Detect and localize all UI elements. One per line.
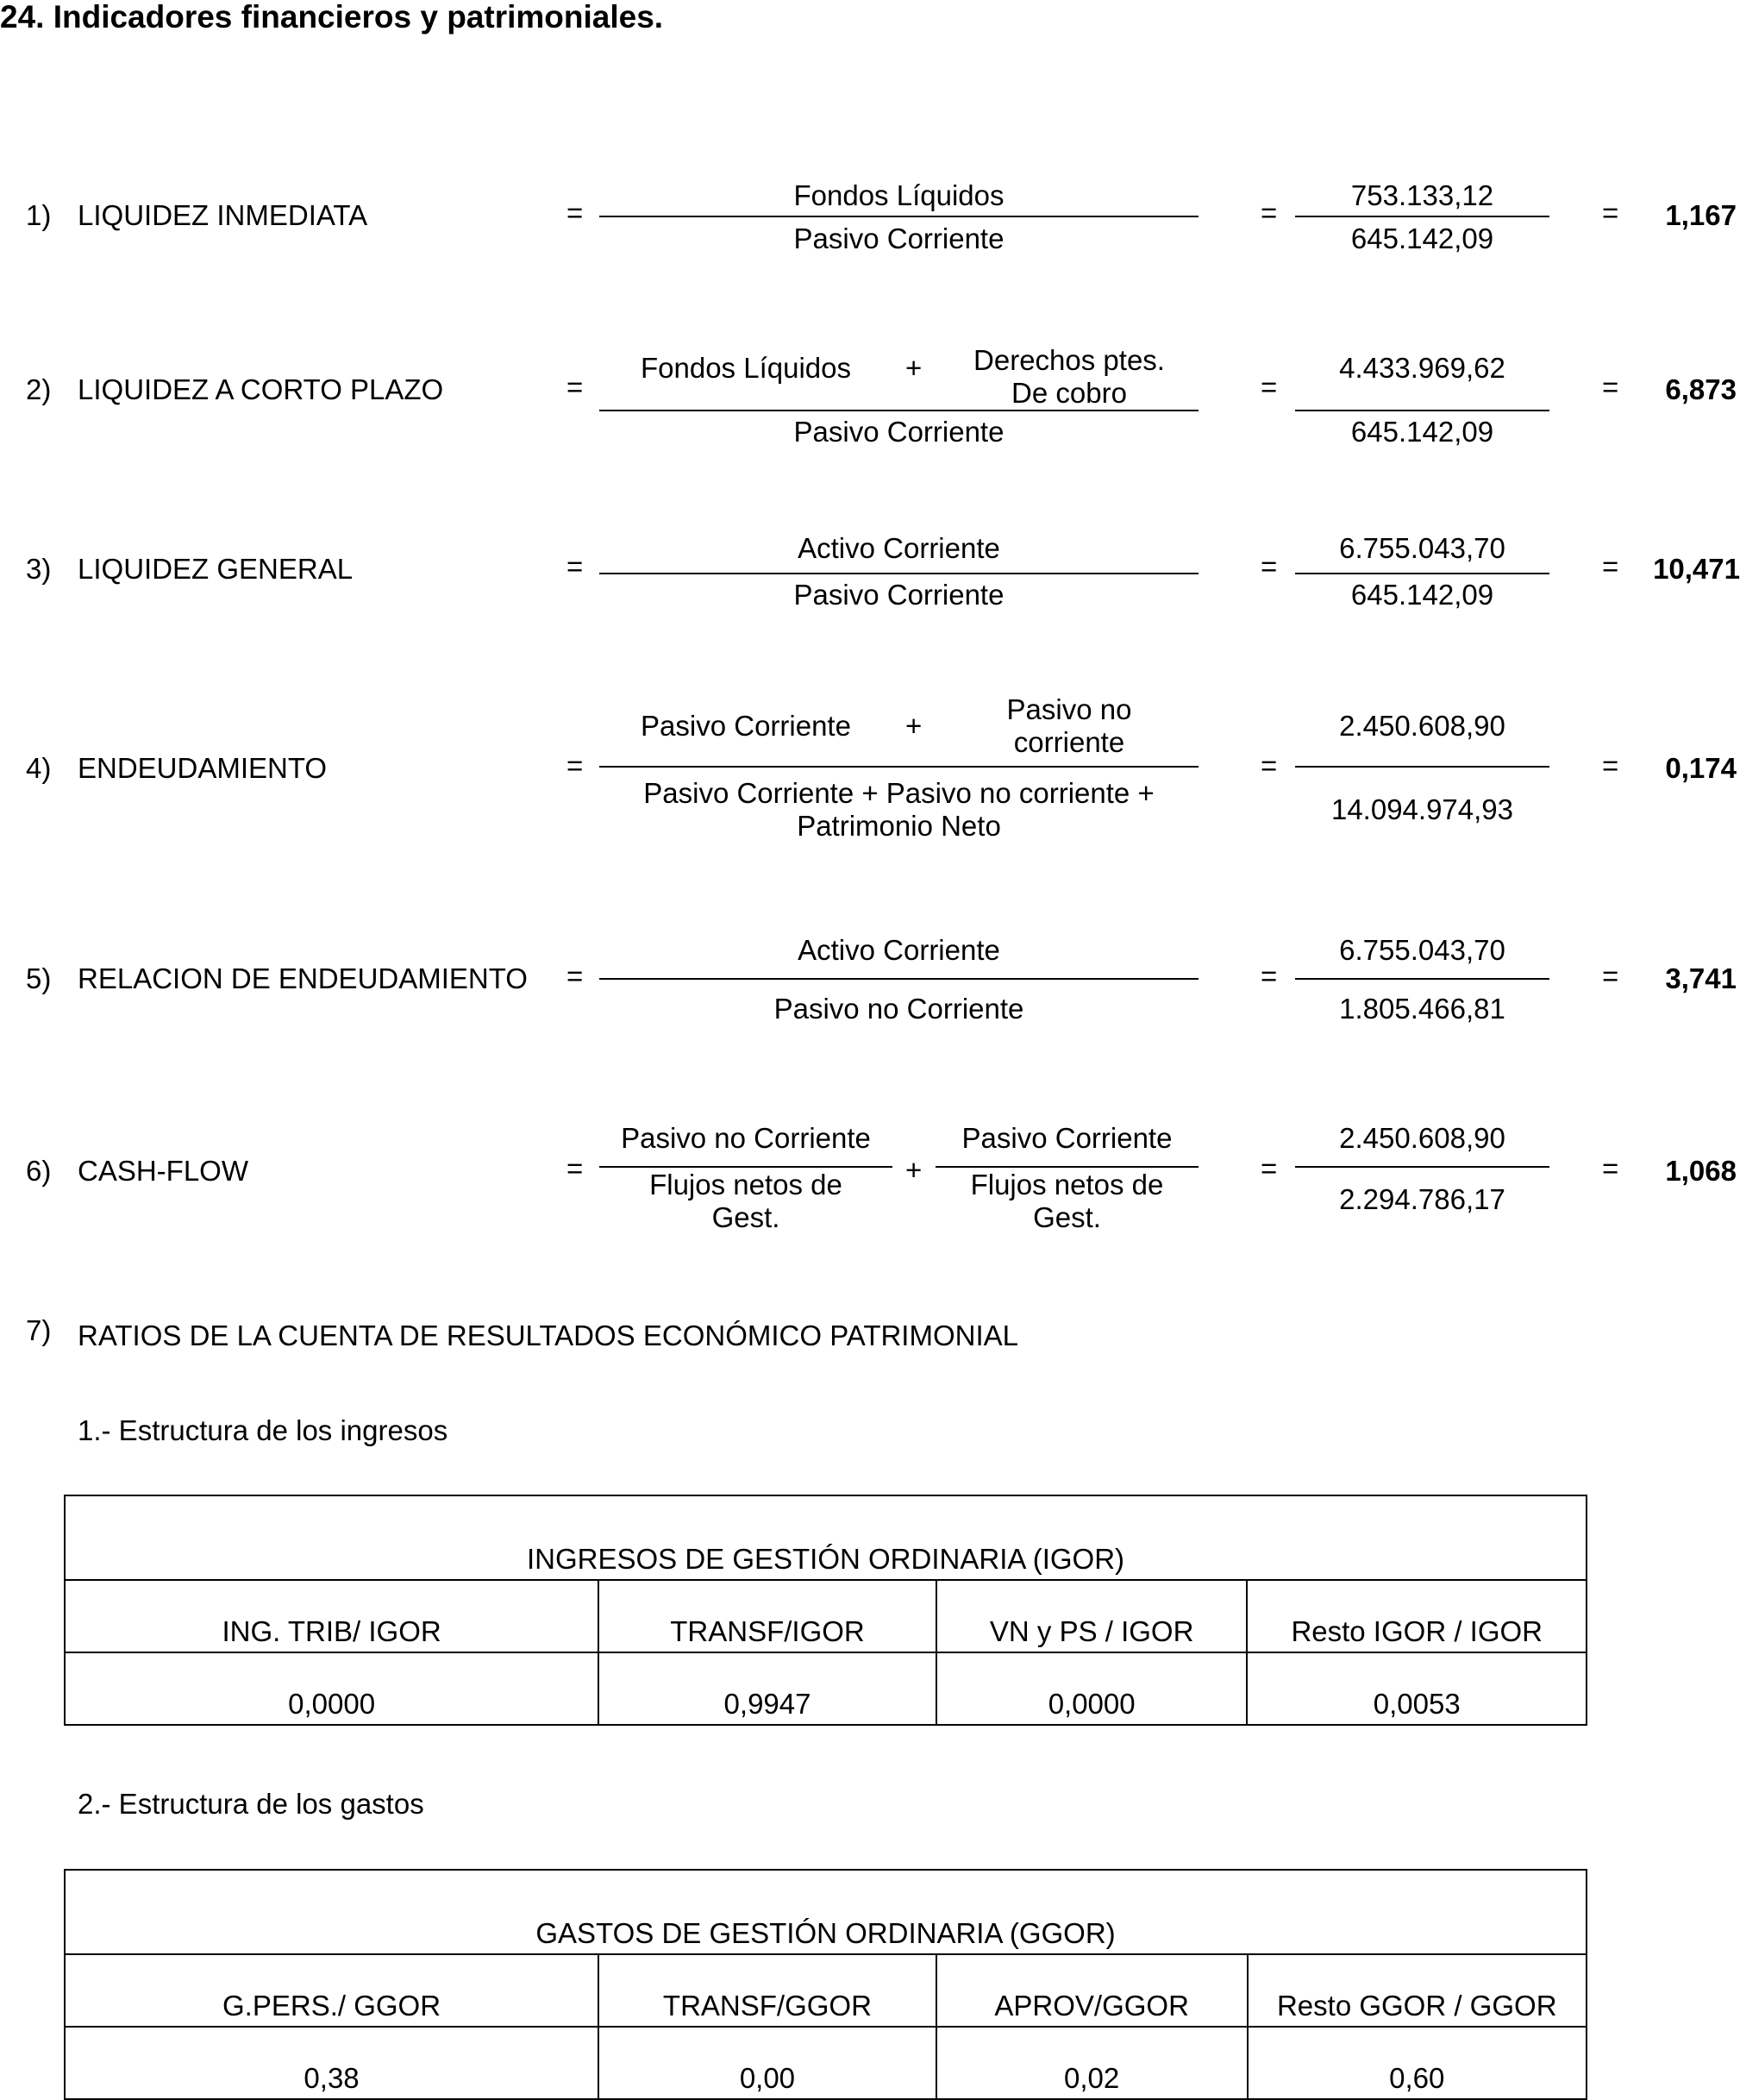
ratio-result: 10,471 [1653, 553, 1740, 585]
ratio-number: 3) [26, 553, 52, 585]
ratio-result: 1,167 [1665, 199, 1737, 231]
equals-sign: = [1602, 960, 1619, 992]
fraction-line [1295, 766, 1549, 768]
denominator: Pasivo Corriente [793, 416, 1005, 448]
fraction-line [1295, 410, 1549, 411]
value-numerator: 6.755.043,70 [1339, 532, 1505, 564]
ratio-name: LIQUIDEZ GENERAL [78, 553, 354, 585]
table-cell: 0,0053 [1247, 1652, 1587, 1725]
denominator: Pasivo no Corriente [773, 993, 1024, 1025]
ratio-name: LIQUIDEZ INMEDIATA [78, 199, 368, 231]
fraction-line [599, 1166, 892, 1168]
ratio-result: 0,174 [1665, 752, 1737, 784]
ingresos-table-header: INGRESOS DE GESTIÓN ORDINARIA (IGOR) [65, 1495, 1587, 1580]
value-numerator: 753.133,12 [1350, 179, 1494, 211]
ratio-result: 1,068 [1665, 1155, 1737, 1187]
value-denominator: 14.094.974,93 [1330, 793, 1514, 825]
ratio-number: 1) [26, 199, 52, 231]
equals-sign: = [566, 749, 584, 781]
numerator-b: corriente [1013, 726, 1125, 758]
fraction-line [599, 410, 1199, 411]
table-column-header: Resto IGOR / IGOR [1247, 1580, 1587, 1652]
ratio-name: ENDEUDAMIENTO [78, 752, 328, 784]
ratio-result: 6,873 [1665, 373, 1737, 405]
ratio-name: RELACION DE ENDEUDAMIENTO [78, 962, 528, 994]
right-numerator: Pasivo Corriente [961, 1122, 1173, 1154]
fraction-line [599, 766, 1199, 768]
ratio-result: 3,741 [1665, 962, 1737, 994]
equals-sign: = [1261, 749, 1278, 781]
right-denominator: Gest. [1033, 1201, 1101, 1233]
equals-sign: = [1602, 749, 1619, 781]
table-cell: 0,0000 [65, 1652, 598, 1725]
equals-sign: = [1602, 550, 1619, 582]
equals-sign: = [1261, 1152, 1278, 1184]
plus-sign: + [905, 352, 923, 384]
table-column-header: Resto GGOR / GGOR [1248, 1954, 1587, 2027]
equals-sign: = [1261, 197, 1278, 229]
ratio-name: LIQUIDEZ A CORTO PLAZO [78, 373, 444, 405]
plus-sign: + [905, 710, 923, 742]
value-denominator: 2.294.786,17 [1339, 1183, 1505, 1215]
gastos-table-header: GASTOS DE GESTIÓN ORDINARIA (GGOR) [65, 1870, 1587, 1954]
equals-sign: = [1602, 371, 1619, 403]
value-numerator: 2.450.608,90 [1339, 710, 1505, 742]
left-denominator: Flujos netos de [649, 1169, 842, 1200]
section-number: 7) [26, 1314, 52, 1346]
table-column-header: G.PERS./ GGOR [65, 1954, 598, 2027]
fraction-line [936, 1166, 1199, 1168]
numerator-a: Fondos Líquidos [640, 352, 851, 384]
table-cell: 0,0000 [936, 1652, 1248, 1725]
value-denominator: 645.142,09 [1350, 223, 1494, 254]
ratio-number: 2) [26, 373, 52, 405]
equals-sign: = [1261, 371, 1278, 403]
ingresos-table [64, 1495, 1587, 1726]
equals-sign: = [566, 550, 584, 582]
fraction-line [599, 216, 1199, 217]
equals-sign: = [566, 1152, 584, 1184]
equals-sign: = [1261, 960, 1278, 992]
value-numerator: 6.755.043,70 [1339, 934, 1505, 966]
fraction-line [1295, 1166, 1549, 1168]
denominator: Pasivo Corriente [793, 579, 1005, 611]
numerator-a: Pasivo Corriente [641, 710, 851, 742]
value-denominator: 1.805.466,81 [1339, 993, 1505, 1025]
table-cell: 0,00 [598, 2027, 936, 2099]
equals-sign: = [566, 371, 584, 403]
numerator-b: Derechos ptes. [973, 344, 1165, 376]
ratio-number: 6) [26, 1155, 52, 1187]
numerator: Fondos Líquidos [793, 179, 1005, 211]
right-denominator: Flujos netos de [970, 1169, 1164, 1200]
table-column-header: ING. TRIB/ IGOR [65, 1580, 598, 1652]
value-denominator: 645.142,09 [1350, 579, 1494, 611]
ratio-number: 4) [26, 752, 52, 784]
table-cell: 0,02 [936, 2027, 1248, 2099]
ratio-number: 5) [26, 962, 52, 994]
gastos-subtitle: 2.- Estructura de los gastos [78, 1788, 424, 1820]
gastos-table [64, 1869, 1587, 2100]
value-numerator: 4.433.969,62 [1339, 352, 1505, 384]
equals-sign: = [1602, 197, 1619, 229]
equals-sign: = [566, 197, 584, 229]
table-column-header: VN y PS / IGOR [936, 1580, 1248, 1652]
fraction-line [599, 573, 1199, 574]
equals-sign: = [566, 960, 584, 992]
numerator: Activo Corriente [798, 934, 1000, 966]
denominator: Pasivo Corriente + Pasivo no corriente + [643, 777, 1155, 809]
section-title: RATIOS DE LA CUENTA DE RESULTADOS ECONÓMICO PATRIMONIAL [78, 1320, 1018, 1351]
left-numerator: Pasivo no Corriente [621, 1122, 871, 1154]
table-column-header: APROV/GGOR [936, 1954, 1248, 2027]
fraction-line [599, 978, 1199, 980]
numerator: Activo Corriente [798, 532, 1000, 564]
table-column-header: TRANSF/IGOR [598, 1580, 936, 1652]
numerator-b: Pasivo no [1006, 693, 1132, 725]
plus-sign: + [905, 1154, 923, 1186]
fraction-line [1295, 978, 1549, 980]
fraction-line [1295, 573, 1549, 574]
denominator: Pasivo Corriente [793, 223, 1005, 254]
ratio-name: CASH-FLOW [78, 1155, 248, 1187]
table-cell: 0,38 [65, 2027, 598, 2099]
table-cell: 0,9947 [598, 1652, 936, 1725]
denominator: Patrimonio Neto [797, 810, 1001, 842]
numerator-b: De cobro [1011, 377, 1127, 409]
ingresos-subtitle: 1.- Estructura de los ingresos [78, 1414, 448, 1446]
equals-sign: = [1261, 550, 1278, 582]
value-numerator: 2.450.608,90 [1339, 1122, 1505, 1154]
page-title: 24. Indicadores financieros y patrimoniales. [0, 0, 664, 34]
fraction-line [1295, 216, 1549, 217]
value-denominator: 645.142,09 [1350, 416, 1494, 448]
equals-sign: = [1602, 1152, 1619, 1184]
table-cell: 0,60 [1248, 2027, 1587, 2099]
table-column-header: TRANSF/GGOR [598, 1954, 936, 2027]
left-denominator: Gest. [711, 1201, 780, 1233]
